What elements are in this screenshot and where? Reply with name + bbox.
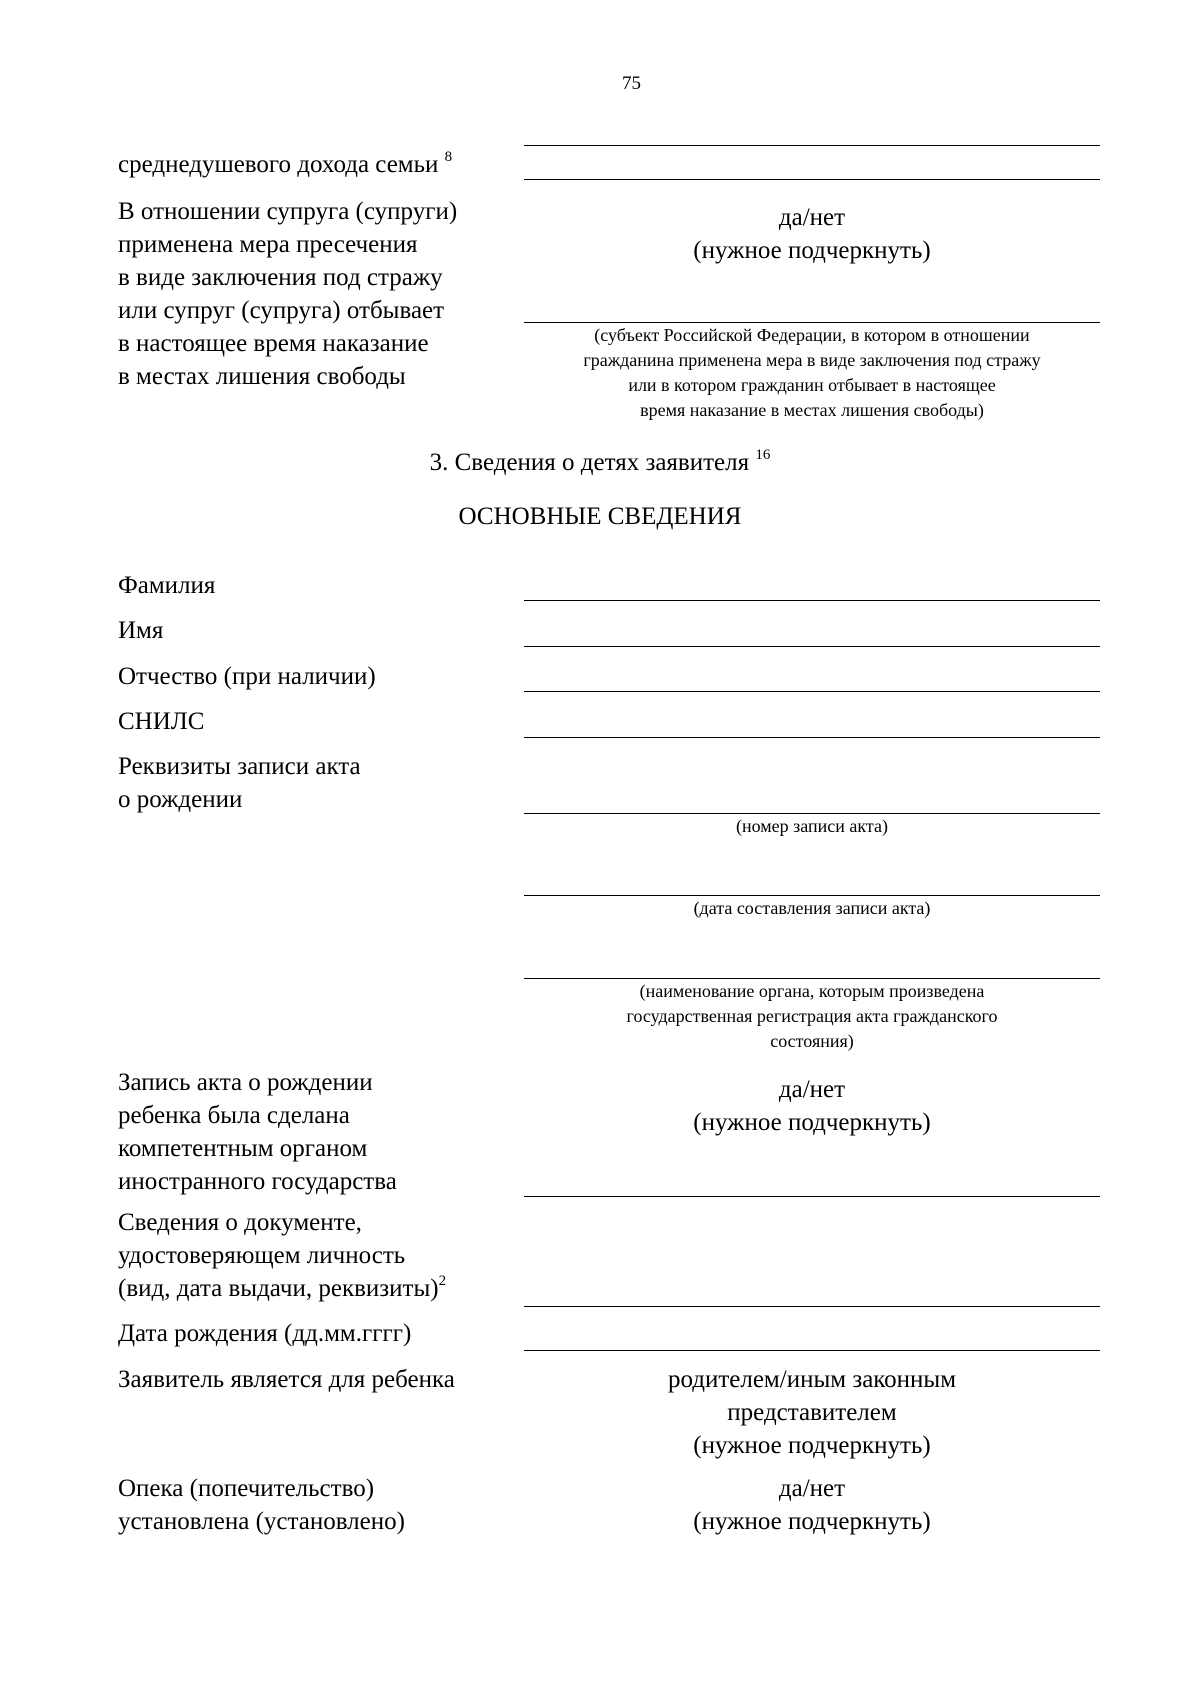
surname-line xyxy=(524,600,1100,601)
applicant-relation-label: Заявитель является для ребенка xyxy=(118,1366,455,1393)
spouse-label: В отношении супруга (супруги) применена мера пресечения в виде заключения под стражу или супруг (супруга) отбывает в настоящее время наказание в местах лишения свободы xyxy=(118,198,458,390)
section-title: 3. Сведения о детях заявителя $^{16}$ xyxy=(429,447,771,476)
record-date-caption: (дата составления записи акта) xyxy=(693,898,931,918)
income-line-1 xyxy=(524,145,1100,146)
guardianship-label: Опека (попечительство) установлена (установлено) xyxy=(118,1475,405,1535)
record-number-caption: (номер записи акта) xyxy=(736,816,888,836)
footnote-ref: 16 xyxy=(755,447,771,463)
record-authority-caption: (наименование органа, которым произведена государственная регистрация акта гражданского состояния) xyxy=(626,981,998,1051)
patronymic-line xyxy=(524,691,1100,692)
income-line-2 xyxy=(524,179,1100,180)
foreign-record-label: Запись акта о рождении ребенка была сделана компетентным органом иностранного государства xyxy=(118,1069,397,1195)
applicant-relation-answer: родителем/иным законным представителем (нужное подчеркнуть) xyxy=(667,1366,957,1459)
guardianship-answer: да/нет (нужное подчеркнуть) xyxy=(693,1475,931,1535)
spouse-subject-caption: (субъект Российской Федерации, в котором в отношении гражданина применена мера в виде заключения под стражу или в котором гражданин отбывает в настоящее время наказание в местах лишения свободы) xyxy=(583,325,1041,420)
foreign-record-line xyxy=(524,1196,1100,1197)
name-line xyxy=(524,646,1100,647)
footnote-ref: 8 xyxy=(444,149,453,165)
birth-date-line xyxy=(524,1350,1100,1351)
spouse-answer: да/нет (нужное подчеркнуть) xyxy=(693,204,931,264)
name-label: Имя xyxy=(118,617,164,644)
birth-record-label: Реквизиты записи акта о рождении xyxy=(118,753,361,813)
id-document-label: Сведения о документе, удостоверяющем личность (вид, дата выдачи, реквизиты)$^2$ xyxy=(118,1209,447,1302)
surname-label: Фамилия xyxy=(118,572,216,599)
income-label: среднедушевого дохода семьи $^8$ xyxy=(118,149,453,178)
id-document-line xyxy=(524,1306,1100,1307)
foreign-record-answer: да/нет (нужное подчеркнуть) xyxy=(693,1076,931,1136)
patronymic-label: Отчество (при наличии) xyxy=(118,663,376,690)
birth-date-label: Дата рождения (дд.мм.гггг) xyxy=(118,1320,412,1347)
snils-label: СНИЛС xyxy=(118,708,205,735)
page-number: 75 xyxy=(622,73,641,94)
footnote-ref: 2 xyxy=(438,1273,447,1289)
section-subtitle: ОСНОВНЫЕ СВЕДЕНИЯ xyxy=(458,503,742,530)
snils-line xyxy=(524,737,1100,738)
